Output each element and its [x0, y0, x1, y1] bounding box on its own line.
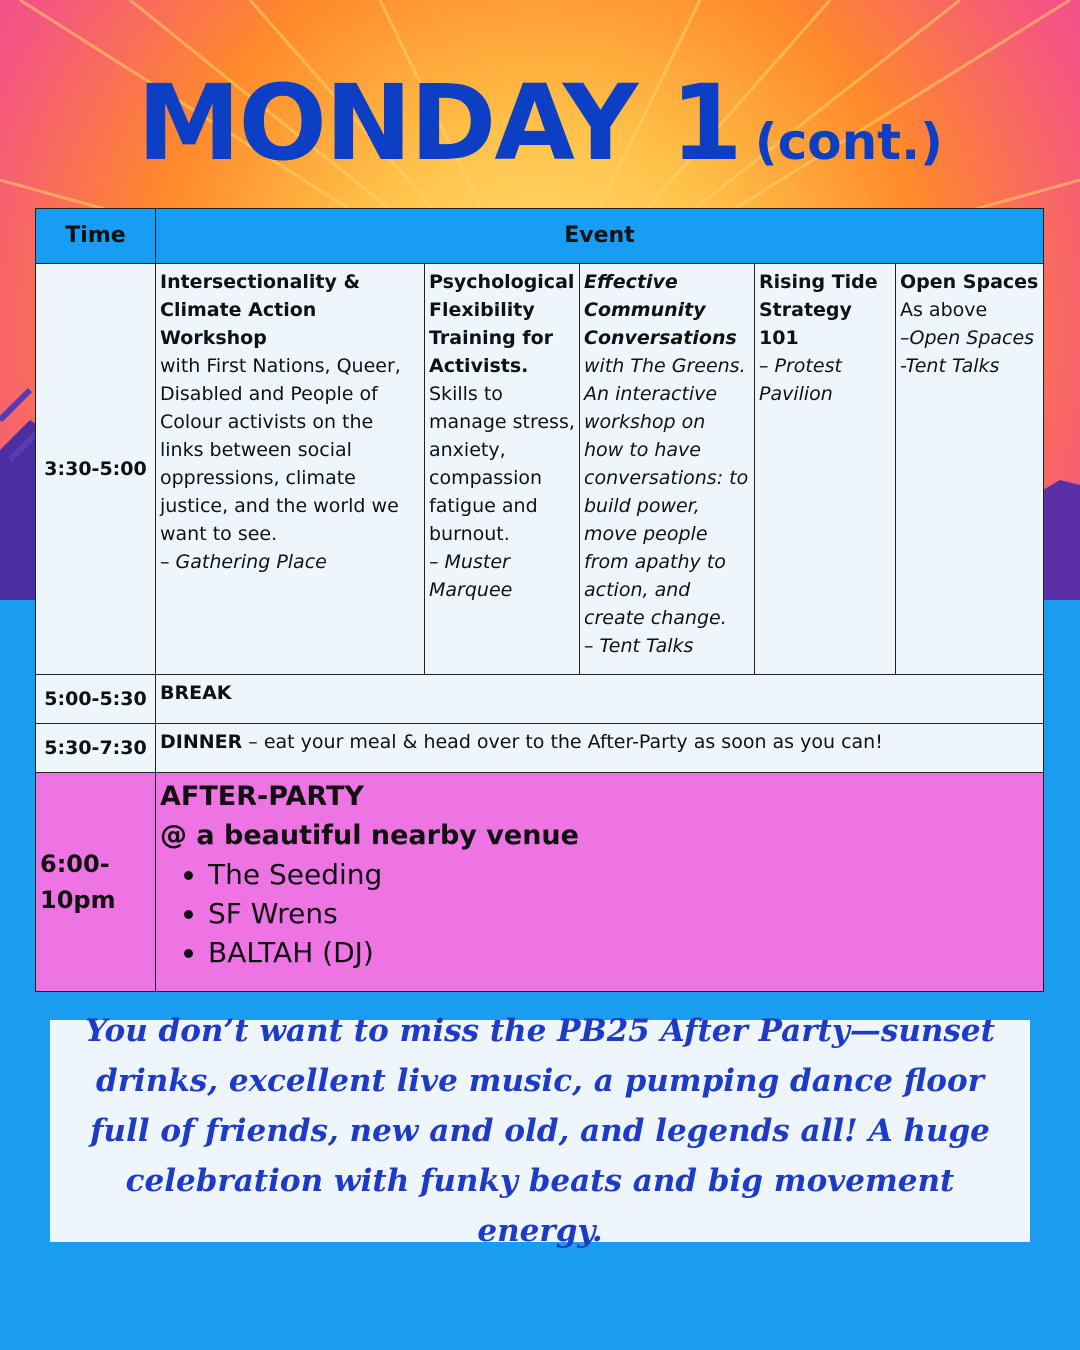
event-cell	[755, 264, 896, 675]
event-cell	[156, 675, 1044, 724]
event-title: Intersectionality & Climate Action Workshop	[160, 271, 361, 349]
list-item: • SF Wrens	[208, 894, 1039, 933]
time-cell: 3:30-5:00	[36, 264, 156, 675]
page-title	[0, 62, 1080, 184]
list-item: • BALTAH (DJ)	[208, 933, 1039, 972]
time-cell: 6:00-10pm	[36, 773, 156, 992]
table-row	[36, 675, 1044, 724]
table-row	[36, 773, 1044, 992]
time-column-header: Time	[36, 209, 156, 264]
act-list	[160, 855, 1039, 972]
title-day: MONDAY 1	[137, 62, 741, 184]
event-location: –Open Spaces -Tent Talks	[900, 327, 1035, 377]
event-location: – Protest Pavilion	[759, 355, 842, 405]
after-party-cell	[156, 773, 1044, 992]
event-cell	[156, 724, 1044, 773]
event-location: – Tent Talks	[584, 635, 694, 657]
callout-text: You don’t want to miss the PB25 After Party—sunset drinks, excellent live music, a pumping dance floor full of friends, new and old, and legends all! A huge celebration with funky beats and big movement energy.	[85, 1013, 995, 1249]
event-title: Psychological Flexibility Training for Activists.	[429, 271, 575, 377]
event-cell	[425, 264, 580, 675]
event-cell	[580, 264, 755, 675]
event-cell	[156, 264, 425, 675]
title-continued: (cont.)	[754, 113, 943, 171]
after-party-venue: @ a beautiful nearby venue	[160, 820, 579, 851]
event-location: – Gathering Place	[160, 551, 327, 573]
after-party-title: AFTER-PARTY	[160, 781, 364, 812]
event-description: with First Nations, Queer, Disabled and People of Colour activists on the links between social oppressions, climate justice, and the world we want to see.	[160, 355, 401, 545]
event-title: Effective Community Conversations	[584, 271, 737, 349]
event-description: As above	[900, 299, 988, 321]
time-cell: 5:00-5:30	[36, 675, 156, 724]
break-label: BREAK	[160, 682, 232, 704]
event-title: Open Spaces	[900, 271, 1039, 293]
event-description: Skills to manage stress, anxiety, compassion fatigue and burnout.	[429, 383, 575, 545]
schedule-table	[35, 208, 1044, 992]
table-row	[36, 724, 1044, 773]
event-title: Rising Tide Strategy 101	[759, 271, 878, 349]
right-shore-silhouette	[1043, 480, 1080, 620]
dinner-label: DINNER	[160, 731, 243, 753]
event-description: with The Greens. An interactive workshop on how to have conversations: to build power, move people from apathy to action, and create change.	[584, 355, 749, 629]
table-header-row	[36, 209, 1044, 264]
after-party-callout	[50, 1013, 1030, 1249]
dinner-text: – eat your meal & head over to the After-Party as soon as you can!	[242, 731, 883, 753]
time-cell: 5:30-7:30	[36, 724, 156, 773]
event-cell	[896, 264, 1044, 675]
event-location: – Muster Marquee	[429, 551, 513, 601]
table-row	[36, 264, 1044, 675]
event-column-header: Event	[156, 209, 1044, 264]
list-item: • The Seeding	[208, 855, 1039, 894]
